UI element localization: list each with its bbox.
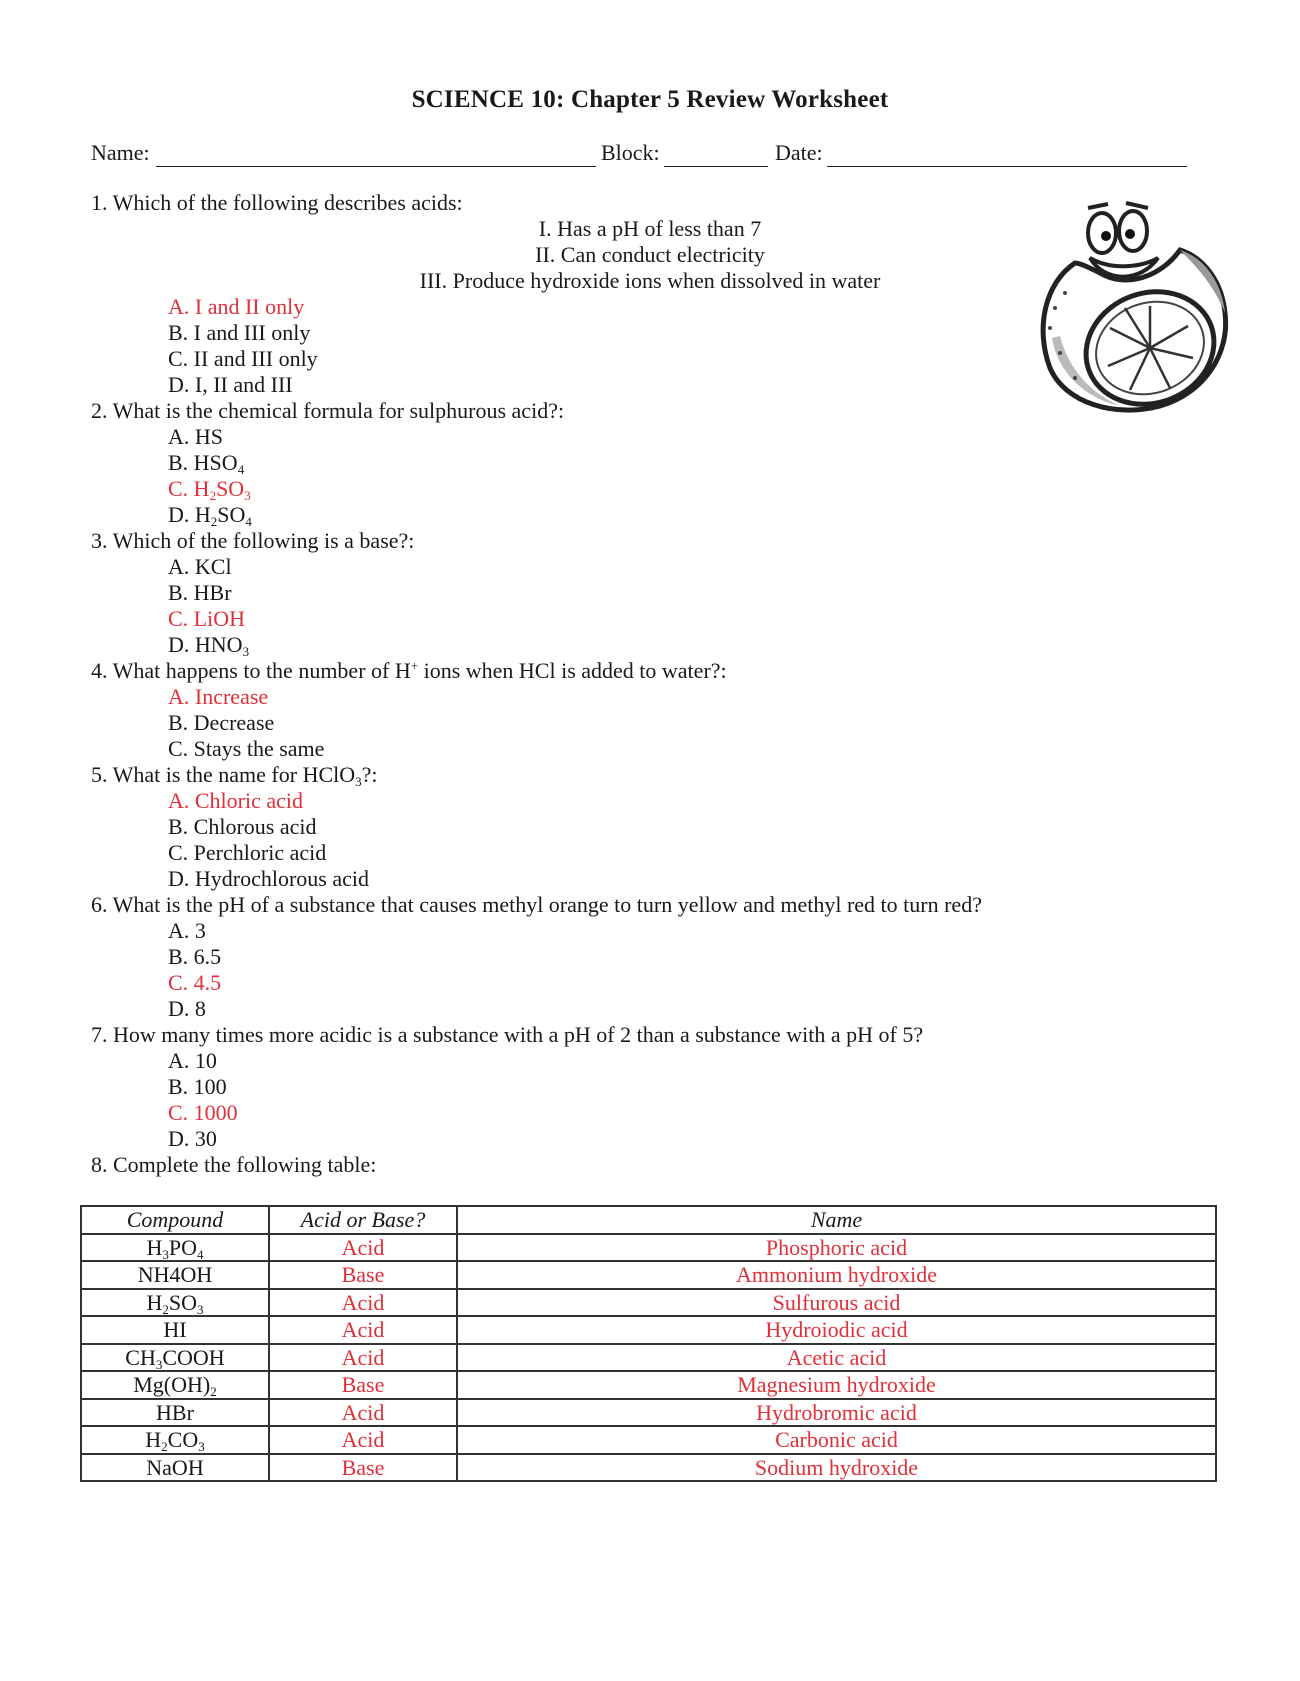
question-5: 5. What is the name for HClO$_3$?: — [91, 762, 378, 789]
name-label: Name: — [91, 140, 150, 165]
type-cell: Acid — [269, 1289, 457, 1317]
type-cell: Base — [269, 1454, 457, 1482]
q5-option-a: A. Chloric acid — [168, 788, 304, 813]
compound-cell: HBr — [81, 1399, 269, 1427]
name-cell: Sodium hydroxide — [457, 1454, 1216, 1482]
q1-statement-2: II. Can conduct electricity — [535, 242, 765, 267]
q4-option-a: A. Increase — [168, 684, 269, 709]
block-field[interactable] — [664, 166, 768, 167]
type-cell: Base — [269, 1261, 457, 1289]
q1-statement-1: I. Has a pH of less than 7 — [538, 216, 762, 241]
type-cell: Acid — [269, 1234, 457, 1262]
q1-option-b: B. I and III only — [168, 320, 311, 345]
q1-option-c: C. II and III only — [168, 346, 318, 371]
table-row — [81, 1289, 1216, 1317]
question-3: 3. Which of the following is a base?: — [91, 528, 415, 553]
header-compound: Compound — [81, 1206, 269, 1234]
compound-cell: HI — [81, 1316, 269, 1344]
compound-cell: $H_2SO_3$ — [81, 1289, 269, 1317]
q6-option-d: D. 8 — [168, 996, 206, 1021]
compound-cell: NaOH — [81, 1454, 269, 1482]
compound-cell: $CH_3COOH$ — [81, 1344, 269, 1372]
table-row — [81, 1234, 1216, 1262]
q1-option-d: D. I, II and III — [168, 372, 293, 397]
name-cell: Phosphoric acid — [457, 1234, 1216, 1262]
date-label: Date: — [775, 140, 823, 165]
table-row — [81, 1399, 1216, 1427]
type-cell: Acid — [269, 1426, 457, 1454]
table-row — [81, 1316, 1216, 1344]
type-cell: Acid — [269, 1316, 457, 1344]
compound-cell: $Mg(OH)_2$ — [81, 1371, 269, 1399]
q5-option-d: D. Hydrochlorous acid — [168, 866, 370, 891]
question-2: 2. What is the chemical formula for sulphurous acid?: — [91, 398, 565, 423]
q6-option-b: B. 6.5 — [168, 944, 222, 969]
name-cell: Hydrobromic acid — [457, 1399, 1216, 1427]
q6-option-c: C. 4.5 — [168, 970, 222, 995]
type-cell: Acid — [269, 1399, 457, 1427]
q4-option-c: C. Stays the same — [168, 736, 325, 761]
block-label: Block: — [601, 140, 660, 165]
table-header-row — [81, 1206, 1216, 1234]
q5-option-c: C. Perchloric acid — [168, 840, 327, 865]
name-cell: Magnesium hydroxide — [457, 1371, 1216, 1399]
table-row — [81, 1371, 1216, 1399]
question-4: 4. What happens to the number of H+ ions when HCl is added to water?: — [91, 658, 727, 683]
q3-option-b: B. HBr — [168, 580, 232, 605]
q7-option-b: B. 100 — [168, 1074, 227, 1099]
name-cell: Acetic acid — [457, 1344, 1216, 1372]
page-title: SCIENCE 10: Chapter 5 Review Worksheet — [411, 86, 889, 113]
compound-cell: NH4OH — [81, 1261, 269, 1289]
table-row — [81, 1344, 1216, 1372]
q6-option-a: A. 3 — [168, 918, 206, 943]
name-cell: Ammonium hydroxide — [457, 1261, 1216, 1289]
name-cell: Carbonic acid — [457, 1426, 1216, 1454]
header-name: Name — [457, 1206, 1216, 1234]
compound-table — [80, 1205, 1217, 1482]
q4-option-b: B. Decrease — [168, 710, 275, 735]
q3-option-d: D. $HNO_3$ — [168, 632, 250, 659]
type-cell: Base — [269, 1371, 457, 1399]
q2-option-d: D. $H_2SO_4$ — [168, 502, 252, 529]
q1-option-a: A. I and II only — [168, 294, 305, 319]
name-field[interactable] — [156, 166, 596, 167]
table-row — [81, 1454, 1216, 1482]
q2-option-a: A. HS — [168, 424, 224, 449]
q3-option-a: A. KCl — [168, 554, 232, 579]
table-row — [81, 1261, 1216, 1289]
table-row — [81, 1426, 1216, 1454]
q2-option-c: C. $H_2SO_3$ — [168, 476, 251, 503]
q7-option-c: C. 1000 — [168, 1100, 238, 1125]
question-8: 8. Complete the following table: — [91, 1152, 377, 1177]
question-7: 7. How many times more acidic is a substance with a pH of 2 than a substance with a pH of 5? — [91, 1022, 924, 1047]
compound-cell: $H_2CO_3$ — [81, 1426, 269, 1454]
q7-option-a: A. 10 — [168, 1048, 217, 1073]
q1-statement-3: III. Produce hydroxide ions when dissolved in water — [419, 268, 881, 293]
question-6: 6. What is the pH of a substance that causes methyl orange to turn yellow and methyl red to turn red? — [91, 892, 982, 917]
q5-option-b: B. Chlorous acid — [168, 814, 317, 839]
q2-option-b: B. $HSO_4$ — [168, 450, 245, 477]
type-cell: Acid — [269, 1344, 457, 1372]
name-cell: Hydroiodic acid — [457, 1316, 1216, 1344]
name-cell: Sulfurous acid — [457, 1289, 1216, 1317]
header-acid-or-base: Acid or Base? — [269, 1206, 457, 1234]
compound-cell: $H_3PO_4$ — [81, 1234, 269, 1262]
q3-option-c: C. LiOH — [168, 606, 245, 631]
question-1: 1. Which of the following describes acids: — [91, 190, 463, 215]
date-field[interactable] — [827, 166, 1187, 167]
q7-option-d: D. 30 — [168, 1126, 217, 1151]
